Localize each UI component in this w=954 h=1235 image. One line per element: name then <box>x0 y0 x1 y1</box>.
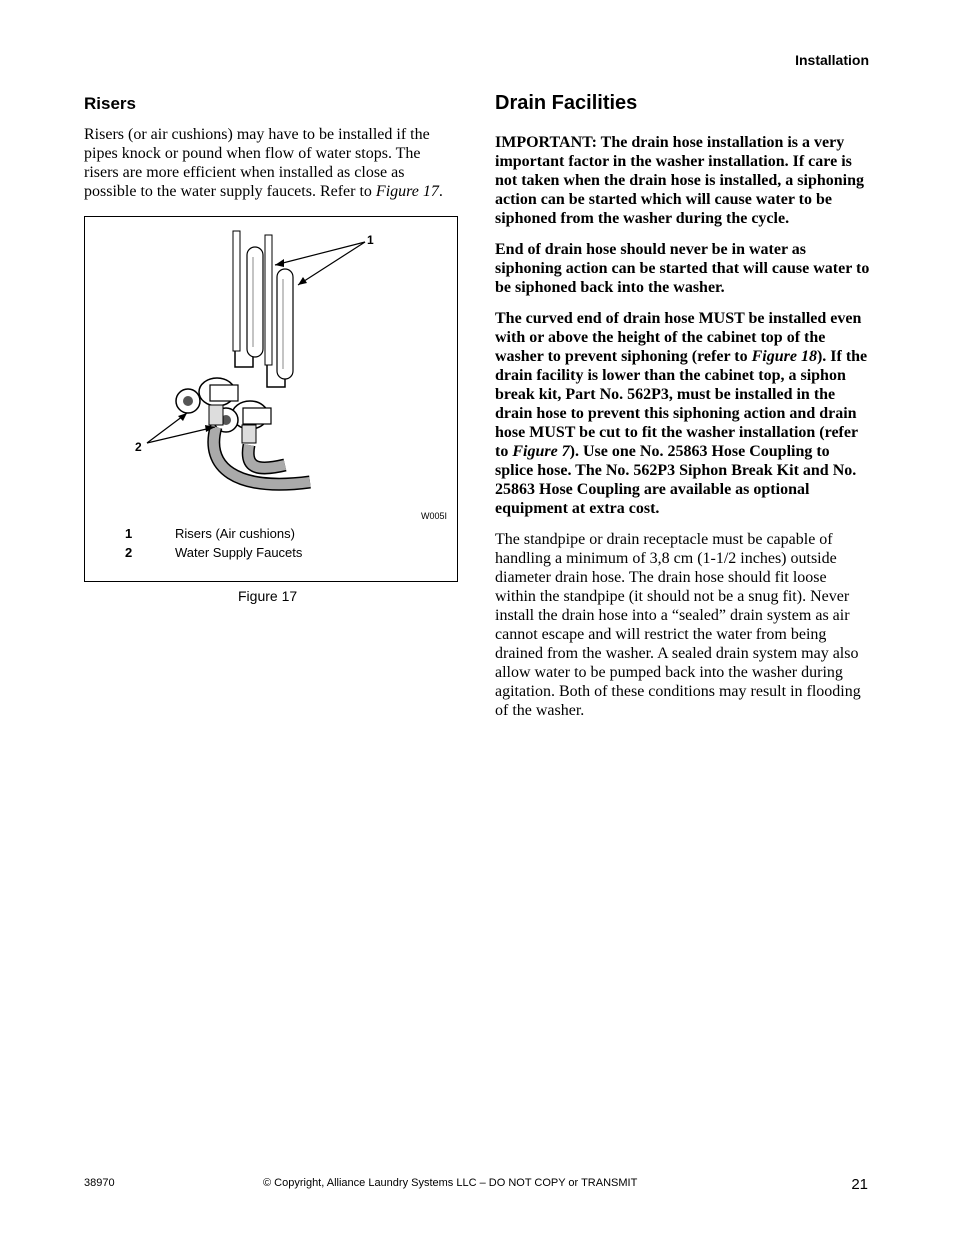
figure-18-reference: Figure 18 <box>751 348 817 365</box>
legend-number: 2 <box>125 545 133 560</box>
curved-end-text-c: ). Use one No. 25863 Hose Coupling to splice hose. The No. 562P3 Siphon Break Kit and No. 25863 Hose Coupling are available as optional equipment at extra cost. <box>495 443 857 517</box>
riser-pipe-right <box>265 235 272 365</box>
footer-copyright: © Copyright, Alliance Laundry Systems LLC – DO NOT COPY or TRANSMIT <box>263 1177 638 1189</box>
risers-body-text: Risers (or air cushions) may have to be installed if the pipes knock or pound when flow of water stops. The risers are more efficient when installed as close as possible to the water supply faucets. Refer to <box>84 126 430 200</box>
legend-number: 1 <box>125 526 133 541</box>
figure-17-box <box>84 216 458 582</box>
curved-end-text-a: The curved end of drain hose MUST be installed even with or above the height of the cabinet top of the washer to prevent siphoning (refer to <box>495 310 862 365</box>
figure-caption: Figure 17 <box>238 588 298 604</box>
figure-7-reference: Figure 7 <box>512 443 570 460</box>
legend-text: Risers (Air cushions) <box>175 526 295 541</box>
risers-paragraph <box>84 125 459 201</box>
drain-facilities-heading: Drain Facilities <box>495 92 638 114</box>
callout-1-label: 1 <box>367 233 374 247</box>
callout-1-line-b <box>298 242 365 285</box>
standpipe-paragraph: The standpipe or drain receptacle must be capable of handling a minimum of 3,8 cm (1-1/2 inches) outside diameter drain hose. The drain hose should fit loose within the standpipe (it should not be a snug fit). Never install the drain hose into a “sealed” drain system as air cannot escape and will restrict the water from being drained from the washer. A sealed drain system may also allow water to be pumped back into the washer during agitation. Both of these conditions may result in flooding of the washer. <box>495 531 861 719</box>
section-header: Installation <box>795 52 869 68</box>
callout-2-label: 2 <box>135 440 142 454</box>
siphon-warning-paragraph: End of drain hose should never be in water as siphoning action can be started that will cause water to be siphoned back into the washer. <box>495 241 870 296</box>
important-paragraph: IMPORTANT: The drain hose installation is a very important factor in the washer installation. If care is not taken when the drain hose is installed, a siphoning action can be started which will cause water to be siphoned from the washer during the cycle. <box>495 134 864 227</box>
drain-facilities-body <box>495 133 870 732</box>
footer-page-number: 21 <box>851 1176 868 1193</box>
riser-pipe-left <box>233 231 240 351</box>
risers-body-end: . <box>438 183 443 200</box>
riser-cylinder-right <box>277 269 293 379</box>
curved-end-text-b: ). If the drain facility is lower than the cabinet top, a siphon break kit, Part No. 562P3, must be installed in the drain hose to prevent this siphoning action and drain hose MUST be cut to fit the washer installation (refer to <box>495 348 868 460</box>
footer-document-number: 38970 <box>84 1177 115 1189</box>
figure-17-reference: Figure 17 <box>375 183 439 200</box>
risers-heading: Risers <box>84 94 136 113</box>
curved-end-paragraph <box>495 309 870 518</box>
riser-cylinder-left <box>247 247 263 357</box>
legend-text: Water Supply Faucets <box>175 545 303 560</box>
callout-1-line-a <box>275 242 365 265</box>
figure-code: W005I <box>421 511 448 521</box>
